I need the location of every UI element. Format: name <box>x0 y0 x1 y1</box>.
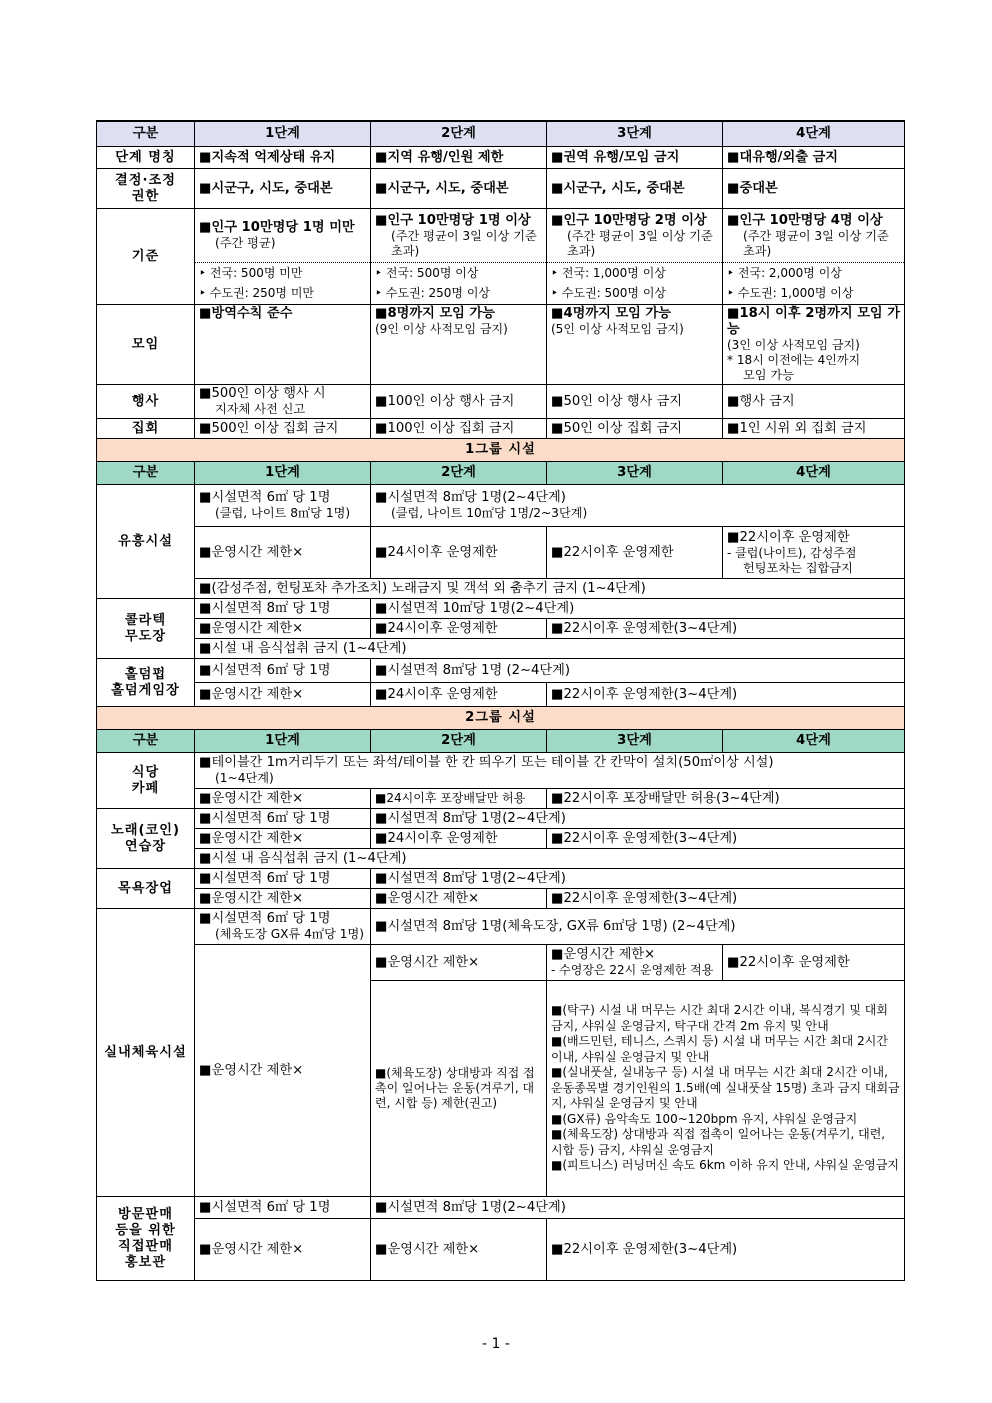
table-cell: ■24시이후 포장배달만 허용 <box>371 789 547 809</box>
table-cell: ■시군구, 시도, 중대본 <box>371 169 547 209</box>
header-cell: 구분 <box>97 730 195 753</box>
table-cell: ■대유행/외출 금지 <box>723 147 905 169</box>
table-row <box>97 639 905 659</box>
table-row <box>97 485 905 527</box>
header-cell: 2단계 <box>371 730 547 753</box>
table-cell: ■22시이후 운영제한(3~4단계) <box>547 1219 905 1281</box>
row-label: 실내체육시설 <box>97 909 195 1197</box>
table-cell: ■18시 이후 2명까지 모임 가능 (3인 이상 사적모임 금지) * 18시 이전에는 4인까지 모임 가능 <box>723 305 905 385</box>
group-title-row <box>97 439 905 462</box>
row-label: 콜라텍 무도장 <box>97 599 195 659</box>
table-row <box>97 1197 905 1219</box>
table-cell: ■시설면적 10㎡당 1명(2~4단계) <box>371 599 905 619</box>
table-cell: ■인구 10만명당 2명 이상 (주간 평균이 3일 이상 기준 초과) <box>547 209 723 263</box>
table-cell: ‣ 전국: 500명 미만 ‣ 수도권: 250명 미만 <box>195 263 371 305</box>
table-cell: ■운영시간 제한× <box>195 1219 371 1281</box>
table-cell: ■(체육도장) 상대방과 직접 접촉이 일어나는 운동(겨루기, 대련, 시합 등) 제한(권고) <box>371 981 547 1197</box>
table-cell: ■시설면적 6㎡ 당 1명 (체육도장 GX류 4㎡당 1명) <box>195 909 371 945</box>
table-cell: ‣ 전국: 2,000명 이상 ‣ 수도권: 1,000명 이상 <box>723 263 905 305</box>
row-label: 집회 <box>97 419 195 439</box>
table-cell: ■시설면적 6㎡ 당 1명 <box>195 869 371 889</box>
table-header-row <box>97 462 905 485</box>
table-cell: ■운영시간 제한× <box>195 945 371 1197</box>
table-cell: ■운영시간 제한× <box>195 829 371 849</box>
table-row <box>97 683 905 707</box>
table-cell: ■50인 이상 행사 금지 <box>547 385 723 419</box>
table-cell: ■24시이후 운영제한 <box>371 619 547 639</box>
header-cell: 4단계 <box>723 730 905 753</box>
table-row <box>97 599 905 619</box>
row-label: 식당 카페 <box>97 753 195 809</box>
table-cell: ■22시이후 운영제한 <box>547 527 723 579</box>
distancing-table <box>96 120 905 1281</box>
header-cell: 1단계 <box>195 462 371 485</box>
table-header-row <box>97 121 905 147</box>
table-cell: ■22시이후 포장배달만 허용(3~4단계) <box>547 789 905 809</box>
table-cell: ■22시이후 운영제한(3~4단계) <box>547 619 905 639</box>
row-label: 결정·조정 권한 <box>97 169 195 209</box>
table-cell: ■운영시간 제한× <box>195 683 371 707</box>
table-cell: ■4명까지 모임 가능 (5인 이상 사적모임 금지) <box>547 305 723 385</box>
table-cell: ■22시이후 운영제한 - 클럽(나이트), 감성주점 헌팅포차는 집합금지 <box>723 527 905 579</box>
table-cell: ■100인 이상 집회 금지 <box>371 419 547 439</box>
header-cell: 구분 <box>97 462 195 485</box>
table-row <box>97 305 905 385</box>
header-cell: 2단계 <box>371 121 547 147</box>
table-row <box>97 849 905 869</box>
table-cell: ■테이블간 1m거리두기 또는 좌석/테이블 한 칸 띄우기 또는 테이블 간 칸막이 설치(50㎡이상 시설) (1~4단계) <box>195 753 905 789</box>
row-label: 행사 <box>97 385 195 419</box>
table-cell: ■운영시간 제한× <box>195 889 371 909</box>
row-label: 유흥시설 <box>97 485 195 599</box>
table-cell: ■시설면적 8㎡당 1명(2~4단계) <box>371 1197 905 1219</box>
table-cell: ■시설면적 8㎡당 1명(2~4단계) (클럽, 나이트 10㎡당 1명/2~3단계) <box>371 485 905 527</box>
table-cell: ■시설면적 6㎡ 당 1명 (클럽, 나이트 8㎡당 1명) <box>195 485 371 527</box>
row-label: 방문판매 등을 위한 직접판매 홍보관 <box>97 1197 195 1281</box>
table-cell: ■인구 10만명당 4명 이상 (주간 평균이 3일 이상 기준 초과) <box>723 209 905 263</box>
table-cell: ■시설면적 8㎡ 당 1명 <box>195 599 371 619</box>
header-cell: 4단계 <box>723 462 905 485</box>
table-cell: ■시설면적 6㎡ 당 1명 <box>195 659 371 683</box>
table-row <box>97 1219 905 1281</box>
row-label: 기준 <box>97 209 195 305</box>
table-cell: ■(감성주점, 헌팅포차 추가조치) 노래금지 및 객석 외 춤추기 금지 (1~4단계) <box>195 579 905 599</box>
table-cell: ■운영시간 제한× <box>371 945 547 981</box>
table-cell: ■시군구, 시도, 중대본 <box>547 169 723 209</box>
table-cell: ■22시이후 운영제한(3~4단계) <box>547 683 905 707</box>
table-row <box>97 579 905 599</box>
table-cell: ■행사 금지 <box>723 385 905 419</box>
table-cell: ‣ 전국: 1,000명 이상 ‣ 수도권: 500명 이상 <box>547 263 723 305</box>
table-cell: ■500인 이상 집회 금지 <box>195 419 371 439</box>
table-cell: ■24시이후 운영제한 <box>371 683 547 707</box>
table-cell: ■지속적 억제상태 유지 <box>195 147 371 169</box>
table-cell: ■시설면적 8㎡당 1명 (2~4단계) <box>371 659 905 683</box>
table-cell: ■시설면적 8㎡당 1명(2~4단계) <box>371 809 905 829</box>
header-cell: 1단계 <box>195 730 371 753</box>
table-cell: ■1인 시위 외 집회 금지 <box>723 419 905 439</box>
table-cell: ■중대본 <box>723 169 905 209</box>
table-cell: ■지역 유행/인원 제한 <box>371 147 547 169</box>
table-row <box>97 945 905 981</box>
table-row <box>97 263 905 305</box>
table-cell: ■8명까지 모임 가능 (9인 이상 사적모임 금지) <box>371 305 547 385</box>
table-row <box>97 527 905 579</box>
table-cell: ■시설 내 음식섭취 금지 (1~4단계) <box>195 849 905 869</box>
row-label: 모임 <box>97 305 195 385</box>
row-label: 홀덤펍 홀덤게임장 <box>97 659 195 707</box>
table-cell: ■22시이후 운영제한(3~4단계) <box>547 889 905 909</box>
table-cell: ■운영시간 제한× <box>195 789 371 809</box>
table-header-row <box>97 730 905 753</box>
table-cell: ■22시이후 운영제한(3~4단계) <box>547 829 905 849</box>
table-row <box>97 147 905 169</box>
group-title: 2그룹 시설 <box>97 707 905 730</box>
table-cell: ■500인 이상 행사 시 지자체 사전 신고 <box>195 385 371 419</box>
table-row <box>97 909 905 945</box>
table-cell: ■100인 이상 행사 금지 <box>371 385 547 419</box>
table-row <box>97 829 905 849</box>
table-cell: ■(탁구) 시설 내 머무는 시간 최대 2시간 이내, 복식경기 및 대회 금지, 샤워실 운영금지, 탁구대 간격 2m 유지 및 안내 ■(배드민턴, 테니스, 스쿼시 등) 시설 내 머무는 시간 최대 2시간 이내, 샤워실 운영금지 및 안내 ■(실내풋살, 실내농구 등) 시설 내 머무는 시간 최대 2시간 이내, 운동종목별 경기인원의 1.5배(예 실내풋살 15명) 초과 금지 대회금지, 샤워실 운영금지 및 안내 ■(GX류) 음악속도 100~120bpm 유지, 샤워실 운영금지 ■(체육도장) 상대방과 직접 접촉이 일어나는 운동(겨루기, 대련, 시합 등) 금지, 샤워실 운영금지 ■(피트니스) 러닝머신 속도 6km 이하 유지 안내, 샤워실 운영금지 <box>547 981 905 1197</box>
header-cell: 4단계 <box>723 121 905 147</box>
table-row <box>97 419 905 439</box>
table-cell: ■시군구, 시도, 중대본 <box>195 169 371 209</box>
table-row <box>97 659 905 683</box>
table-row <box>97 753 905 789</box>
table-cell: ■권역 유행/모임 금지 <box>547 147 723 169</box>
header-cell: 구분 <box>97 121 195 147</box>
table-cell: ■시설면적 8㎡당 1명(2~4단계) <box>371 869 905 889</box>
table-row <box>97 169 905 209</box>
header-cell: 1단계 <box>195 121 371 147</box>
table-cell: ■운영시간 제한× <box>371 1219 547 1281</box>
table-cell: ■운영시간 제한× <box>371 889 547 909</box>
header-cell: 3단계 <box>547 121 723 147</box>
page-number: - 1 - <box>482 1336 510 1352</box>
header-cell: 3단계 <box>547 462 723 485</box>
row-label: 목욕장업 <box>97 869 195 909</box>
table-row <box>97 869 905 889</box>
table-cell: ■24시이후 운영제한 <box>371 527 547 579</box>
table-cell: ■22시이후 운영제한 <box>723 945 905 981</box>
table-cell: ■운영시간 제한× <box>195 527 371 579</box>
table-row <box>97 889 905 909</box>
row-label: 노래(코인) 연습장 <box>97 809 195 869</box>
table-cell: ■인구 10만명당 1명 미만 (주간 평균) <box>195 209 371 263</box>
group-title: 1그룹 시설 <box>97 439 905 462</box>
table-row <box>97 809 905 829</box>
table-row <box>97 385 905 419</box>
table-cell: ■운영시간 제한× <box>195 619 371 639</box>
header-cell: 2단계 <box>371 462 547 485</box>
table-cell: ■시설 내 음식섭취 금지 (1~4단계) <box>195 639 905 659</box>
row-label: 단계 명칭 <box>97 147 195 169</box>
table-cell: ■24시이후 운영제한 <box>371 829 547 849</box>
table-cell: ■50인 이상 집회 금지 <box>547 419 723 439</box>
table-cell: ■시설면적 6㎡ 당 1명 <box>195 809 371 829</box>
header-cell: 3단계 <box>547 730 723 753</box>
table-row <box>97 209 905 263</box>
table-row <box>97 619 905 639</box>
table-row <box>97 789 905 809</box>
table-cell: ■인구 10만명당 1명 이상 (주간 평균이 3일 이상 기준 초과) <box>371 209 547 263</box>
table-cell: ‣ 전국: 500명 이상 ‣ 수도권: 250명 이상 <box>371 263 547 305</box>
table-cell: ■시설면적 8㎡당 1명(체육도장, GX류 6㎡당 1명) (2~4단계) <box>371 909 905 945</box>
group-title-row <box>97 707 905 730</box>
table-cell: ■방역수칙 준수 <box>195 305 371 385</box>
table-cell: ■시설면적 6㎡ 당 1명 <box>195 1197 371 1219</box>
table-cell: ■운영시간 제한× - 수영장은 22시 운영제한 적용 <box>547 945 723 981</box>
